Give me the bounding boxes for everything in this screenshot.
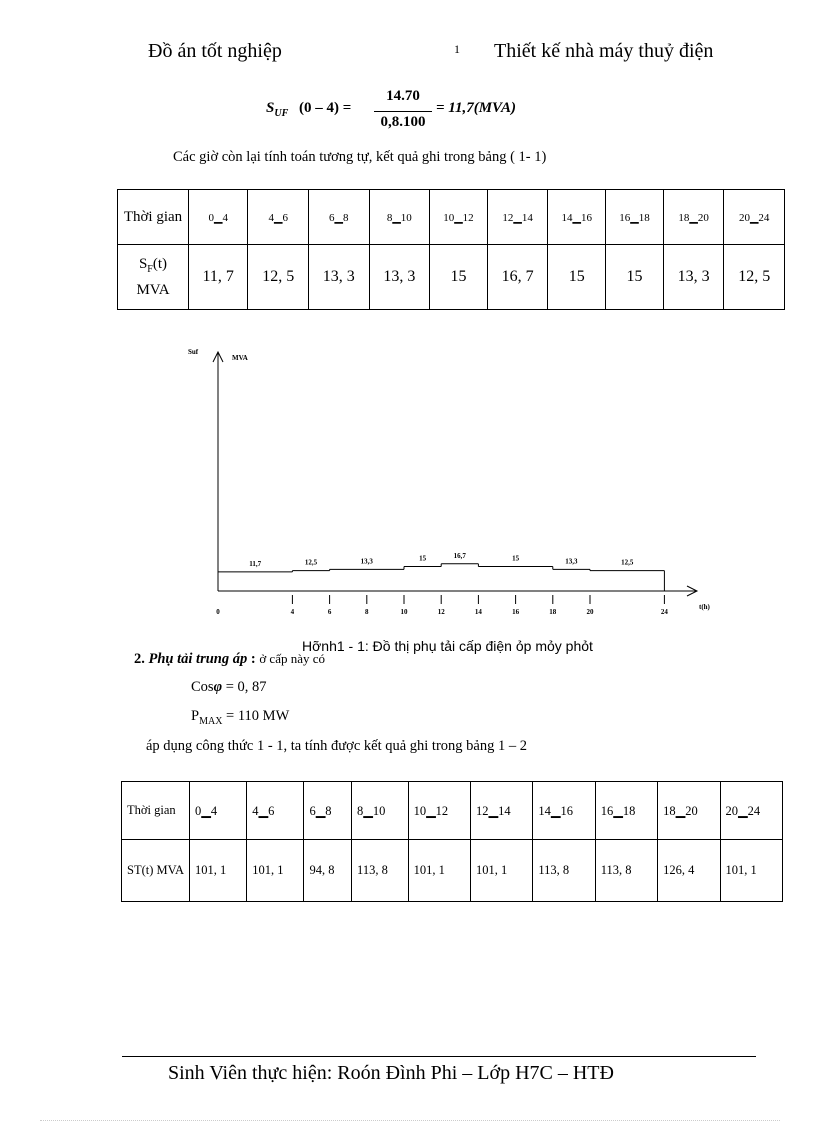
table2-row-label-time: Thời gian bbox=[122, 782, 190, 840]
formula-arg: (0 – 4) = bbox=[299, 100, 352, 116]
table2-row-label-st: ST(t) MVA bbox=[122, 840, 190, 902]
fraction-line bbox=[374, 111, 432, 112]
table1-value-row bbox=[118, 245, 785, 310]
table2-value: 94, 8 bbox=[304, 840, 352, 902]
table2-interval: 0▁4 bbox=[190, 782, 247, 840]
cos-phi-line bbox=[191, 679, 267, 696]
table1-interval: 14▁16 bbox=[548, 190, 606, 245]
sf-subscript: F bbox=[147, 263, 153, 275]
table1-value: 11, 7 bbox=[189, 245, 248, 310]
chart-x-tick-label: 8 bbox=[365, 608, 369, 616]
formula-lhs-sub: UF bbox=[274, 108, 289, 119]
table1-value: 13, 3 bbox=[309, 245, 370, 310]
page-number: 1 bbox=[454, 42, 460, 56]
chart-x-tick-label: 14 bbox=[474, 608, 482, 616]
pmax-sub: MAX bbox=[199, 715, 223, 727]
chart-x-tick-label: 4 bbox=[290, 608, 295, 616]
intro-text: Các giờ còn lại tính toán tương tự, kết quả ghi trong bảng ( 1- 1) bbox=[173, 149, 547, 165]
section2-text: áp dụng công thức 1 - 1, ta tính được kết quả ghi trong bảng 1 – 2 bbox=[146, 738, 527, 754]
pmax-value: = 110 MW bbox=[222, 708, 290, 724]
formula bbox=[266, 88, 556, 144]
table1-row-label-time: Thời gian bbox=[118, 190, 189, 245]
table2-interval: 20▁24 bbox=[720, 782, 782, 840]
table1-interval: 16▁18 bbox=[606, 190, 664, 245]
section2-heading bbox=[134, 651, 325, 668]
table2-value: 101, 1 bbox=[247, 840, 304, 902]
chart-caption: Hỡnh1 - 1: Đồ thị phụ tải cấp điện ỏp mỏy phỏt bbox=[302, 638, 593, 654]
chart-value-label: 15 bbox=[512, 554, 520, 563]
table2-value: 101, 1 bbox=[470, 840, 532, 902]
section2-number: 2. bbox=[134, 651, 149, 667]
chart-x-tick-label: 12 bbox=[437, 608, 445, 616]
table1-value: 13, 3 bbox=[663, 245, 724, 310]
table1-interval: 20▁24 bbox=[724, 190, 785, 245]
sf-symbol: S bbox=[138, 255, 148, 272]
table1-interval: 10▁12 bbox=[430, 190, 488, 245]
table2-value: 113, 8 bbox=[533, 840, 595, 902]
table1-value: 12, 5 bbox=[724, 245, 785, 310]
table1-interval: 6▁8 bbox=[309, 190, 370, 245]
table2-interval: 8▁10 bbox=[352, 782, 409, 840]
chart-x-label: t(h) bbox=[699, 603, 710, 611]
table1-interval: 18▁20 bbox=[663, 190, 724, 245]
table1-interval: 4▁6 bbox=[248, 190, 309, 245]
table1-value: 13, 3 bbox=[369, 245, 430, 310]
table1-interval: 12▁14 bbox=[487, 190, 548, 245]
chart-y-unit: MVA bbox=[232, 354, 248, 362]
header-left: Đồ án tốt nghiệp bbox=[148, 40, 282, 62]
table1-value: 12, 5 bbox=[248, 245, 309, 310]
table1-interval: 8▁10 bbox=[369, 190, 430, 245]
chart-x-tick-label: 0 bbox=[216, 608, 220, 616]
section2-title: Phụ tải trung áp bbox=[148, 651, 248, 667]
table1-header-row bbox=[118, 190, 785, 245]
table1-value: 16, 7 bbox=[487, 245, 548, 310]
load-table-1 bbox=[117, 189, 785, 310]
cos-value: = 0, 87 bbox=[222, 679, 267, 695]
table2-interval: 14▁16 bbox=[533, 782, 595, 840]
phi-symbol: φ bbox=[213, 679, 223, 695]
table2-value: 101, 1 bbox=[408, 840, 470, 902]
load-step-chart bbox=[0, 330, 816, 620]
table1-value: 15 bbox=[430, 245, 488, 310]
table2-interval: 6▁8 bbox=[304, 782, 352, 840]
load-table-2 bbox=[121, 781, 783, 902]
footer-rule bbox=[122, 1056, 756, 1057]
chart-x-tick-label: 24 bbox=[660, 608, 668, 616]
footer-text: Sinh Viên thực hiện: Roón Đình Phi – Lớp H7C – HTĐ bbox=[168, 1062, 614, 1084]
formula-denominator: 0,8.100 bbox=[380, 114, 426, 130]
chart-y-label: Suf bbox=[188, 348, 199, 356]
chart-x-tick-label: 10 bbox=[400, 608, 408, 616]
chart-value-label: 12,5 bbox=[621, 558, 634, 567]
sf-tail: (t) bbox=[152, 255, 168, 272]
table2-interval: 18▁20 bbox=[658, 782, 720, 840]
formula-rhs: = 11,7(MVA) bbox=[436, 100, 516, 116]
chart-value-label: 13,3 bbox=[360, 557, 373, 566]
chart-x-tick-label: 16 bbox=[512, 608, 520, 616]
chart-x-tick-label: 6 bbox=[327, 608, 332, 616]
table2-value: 101, 1 bbox=[720, 840, 782, 902]
table2-value: 113, 8 bbox=[595, 840, 657, 902]
table1-value: 15 bbox=[606, 245, 664, 310]
sf-unit: MVA bbox=[136, 281, 170, 298]
pmax-label: P bbox=[191, 708, 200, 724]
table1-row-label-sf bbox=[118, 245, 189, 310]
section2-overlap-text: ở cấp này có bbox=[259, 651, 326, 666]
formula-numerator: 14.70 bbox=[386, 88, 420, 104]
page-bottom-dots bbox=[40, 1120, 780, 1121]
formula-lhs: S bbox=[266, 100, 275, 116]
table2-interval: 12▁14 bbox=[470, 782, 532, 840]
table2-value: 113, 8 bbox=[352, 840, 409, 902]
chart-x-tick-label: 18 bbox=[549, 608, 557, 616]
chart-value-label: 11,7 bbox=[249, 559, 262, 568]
table2-interval: 4▁6 bbox=[247, 782, 304, 840]
table2-value-row bbox=[122, 840, 783, 902]
chart-value-label: 12,5 bbox=[304, 558, 318, 567]
chart-value-label: 16,7 bbox=[453, 551, 466, 560]
table1-value: 15 bbox=[548, 245, 606, 310]
table2-interval: 10▁12 bbox=[408, 782, 470, 840]
table1-interval: 0▁4 bbox=[189, 190, 248, 245]
chart-x-tick-label: 20 bbox=[586, 608, 594, 616]
pmax-line bbox=[191, 708, 289, 727]
chart-value-label: 13,3 bbox=[565, 557, 578, 566]
header-right: Thiết kế nhà máy thuỷ điện bbox=[494, 40, 714, 62]
table2-value: 126, 4 bbox=[658, 840, 720, 902]
table2-value: 101, 1 bbox=[190, 840, 247, 902]
table2-header-row bbox=[122, 782, 783, 840]
chart-value-label: 15 bbox=[419, 554, 427, 563]
table2-interval: 16▁18 bbox=[595, 782, 657, 840]
section2-colon: : bbox=[247, 651, 260, 667]
cos-label: Cos bbox=[191, 679, 214, 695]
